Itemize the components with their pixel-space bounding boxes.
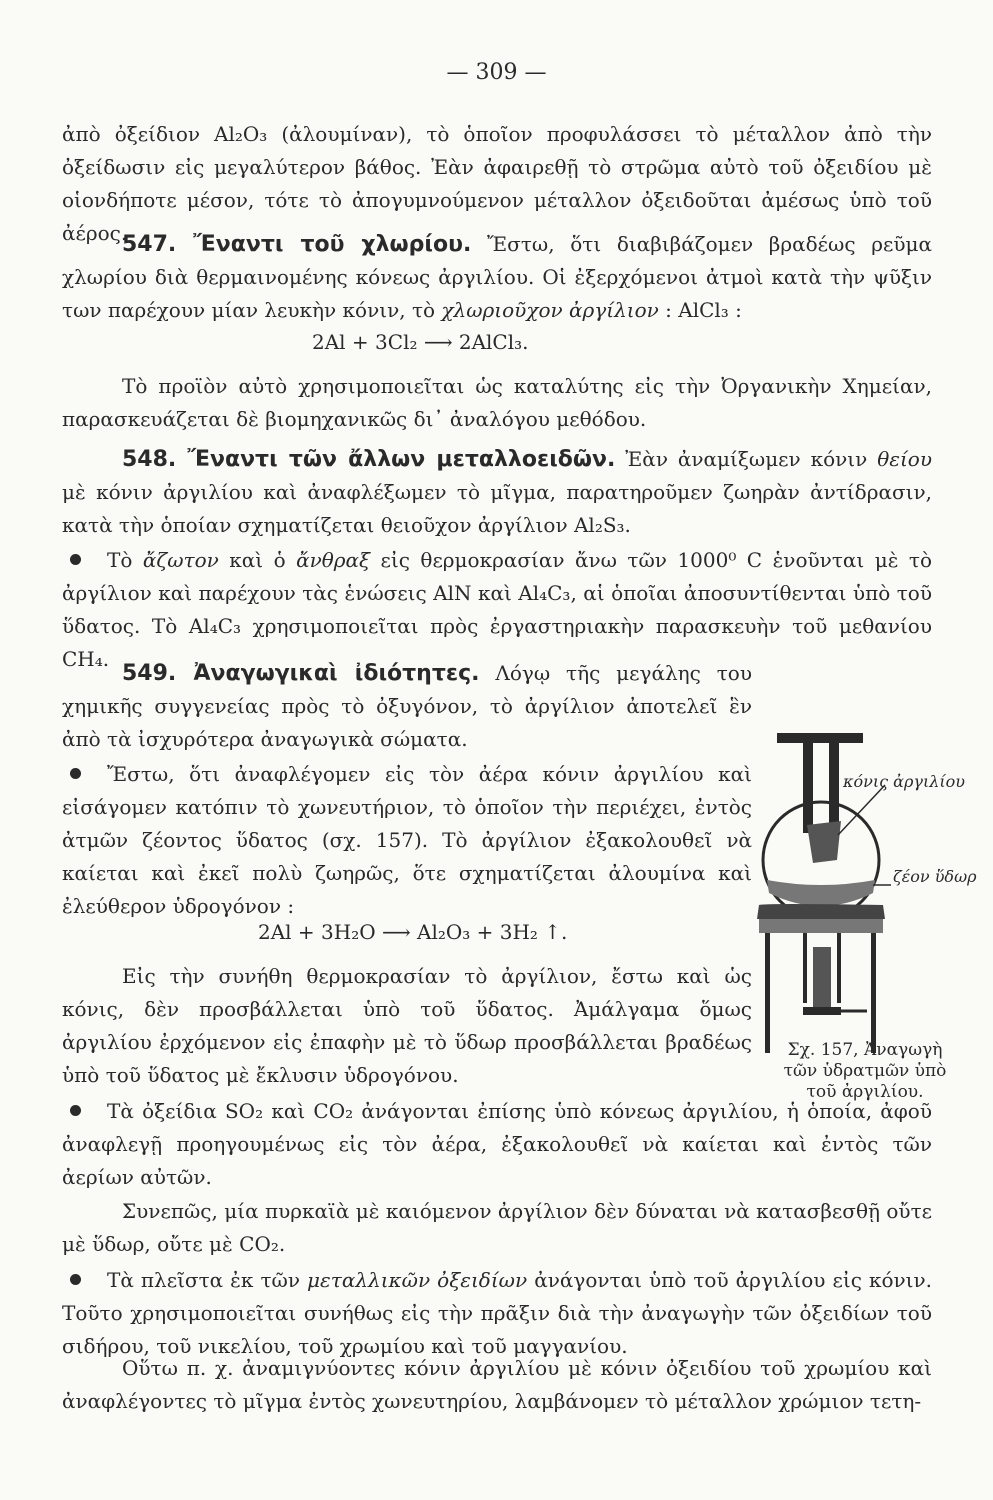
paragraph-text: Εἰς τὴν συνήθη θερμοκρασίαν τὸ ἀργίλιον, ἔστω καὶ ὡς κόνις, δὲν προσβάλλεται ὑπὸ τοῦ ὕδατος. Ἀμάλγαμα ὅμως ἀργιλίου ἐρχόμενον εἰς ἐπαφὴν μὲ τὸ ὕδωρ προσβάλλεται βραδέως ὑπὸ τοῦ ὕδατος μὲ ἔκλυσιν ὑδρογόνου. bbox=[62, 964, 752, 1087]
stand-top bbox=[757, 904, 885, 919]
italic-term: χλωριοῦχον ἀργίλιον bbox=[441, 298, 659, 322]
bullet-icon bbox=[70, 1274, 81, 1285]
bullet-text: καὶ ὁ bbox=[229, 548, 286, 572]
burner-icon bbox=[813, 947, 831, 1007]
stand-leg-mid-left bbox=[803, 933, 807, 1003]
paragraph-text: Συνεπῶς, μία πυρκαϊὰ μὲ καιόμενον ἀργίλιον δὲν δύναται νὰ κατασβεσθῇ οὔτε μὲ ὕδωρ, οὔτε μὲ CO₂. bbox=[62, 1199, 932, 1256]
stand-leg-right bbox=[871, 933, 876, 1053]
section-text: Ἐὰν ἀναμίξωμεν κόνιν bbox=[625, 447, 868, 471]
bullet-text: ἀνάγονται ὑπὸ τοῦ ἀργιλίου εἰς κόνιν. Τοῦτο χρησιμοποιεῖται συνήθως εἰς τὴν πρᾶξιν διὰ τὴν ἀναγωγὴν τῶν ὀξειδίων τοῦ σιδήρου, τοῦ νικελίου, τοῦ χρωμίου καὶ τοῦ μαγγανίου. bbox=[62, 1268, 932, 1358]
section-heading-549: 549. Ἀναγωγικαὶ ἰδιότητες. bbox=[122, 661, 480, 686]
italic-term: ἄζωτον bbox=[142, 548, 219, 572]
bullet-text: Τὰ ὀξείδια SO₂ καὶ CO₂ ἀνάγονται ἐπίσης ὑπὸ κόνεως ἀργιλίου, ἡ ὁποία, ἀφοῦ ἀναφλεγῇ προηγουμένως εἰς τὸν ἀέρα, ἐξακολουθεῖ νὰ καίεται καὶ ἐντὸς τῶν ἀερίων αὐτῶν. bbox=[62, 1099, 932, 1189]
tube-top bbox=[777, 733, 863, 743]
crucible-icon bbox=[807, 821, 841, 863]
paragraph-fire bbox=[62, 1195, 932, 1261]
figure-caption-line: Σχ. 157, Ἀναγωγὴ bbox=[787, 1040, 943, 1060]
paragraph-text: ἀπὸ ὀξείδιον Al₂O₃ (ἀλουμίναν), τὸ ὁποῖον προφυλάσσει τὸ μέταλλον ἀπὸ τὴν ὀξείδωσιν εἰς μεγαλύτερον βάθος. Ἐὰν ἀφαιρεθῇ τὸ στρῶμα αὐτὸ τοῦ ὀξειδίου μὲ οἱονδήποτε μέσον, τότε τὸ ἀπογυμνούμενον μέταλλον ὀξειδοῦται ἀμέσως ὑπὸ τοῦ ἀέρος. bbox=[62, 122, 932, 245]
equation-water: 2Al + 3H₂O ⟶ Al₂O₃ + 3H₂ ↑. bbox=[258, 920, 568, 944]
stand-leg-mid-right bbox=[837, 933, 841, 1003]
figure-caption-line: τοῦ ἀργιλίου. bbox=[806, 1082, 924, 1102]
figure-caption bbox=[775, 1040, 955, 1103]
paragraph-text: Οὕτω π. χ. ἀναμιγνύοντες κόνιν ἀργιλίου μὲ κόνιν ὀξειδίου τοῦ χρωμίου καὶ ἀναφλέγοντες τὸ μῖγμα ἐντὸς χωνευτηρίου, λαμβάνομεν τὸ μέταλλον χρώμιον τετη- bbox=[62, 1356, 932, 1413]
tube-right bbox=[829, 743, 839, 833]
bullet-text: Ἔστω, ὅτι ἀναφλέγομεν εἰς τὸν ἀέρα κόνιν ἀργιλίου καὶ εἰσάγομεν κατόπιν τὸ χωνευτήριον, τὸ ὁποῖον τὴν περιέχει, ἐντὸς ἀτμῶν ζέοντος ὕδατος (σχ. 157). Τὸ ἀργίλιον ἐξακολουθεῖ νὰ καίεται καὶ ἐκεῖ πολὺ ζωηρῶς, ὅτε σχηματίζεται ἀλουμίνα καὶ ἐλεύθερον ὑδρογόνον : bbox=[62, 762, 752, 918]
paragraph-text: Τὸ προϊὸν αὐτὸ χρησιμοποιεῖται ὡς καταλύτης εἰς τὴν Ὀργανικὴν Χημείαν, παρασκευάζεται δὲ βιομηχανικῶς δι᾽ ἀναλόγου μεθόδου. bbox=[62, 374, 932, 431]
section-heading-547: 547. Ἔναντι τοῦ χλωρίου. bbox=[122, 232, 472, 257]
section-text: μὲ κόνιν ἀργιλίου καὶ ἀναφλέξωμεν τὸ μῖγμα, παρατηροῦμεν ζωηρὰν ἀντίδρασιν, κατὰ τὴν ὁποίαν σχηματίζεται θειοῦχον ἀργίλιον Al₂S₃. bbox=[62, 480, 932, 537]
bullet-paragraph-metal-oxides bbox=[62, 1264, 932, 1363]
figure-label-dust: κόνις ἀργιλίου bbox=[843, 772, 965, 791]
figure-caption-line: τῶν ὑδρατμῶν ὑπὸ bbox=[783, 1061, 947, 1081]
section-text: : AlCl₃ : bbox=[665, 298, 742, 322]
bullet-icon bbox=[70, 554, 81, 565]
bullet-text: Τὰ πλεῖστα ἐκ τῶν bbox=[107, 1268, 300, 1292]
section-547 bbox=[62, 228, 932, 327]
section-548 bbox=[62, 443, 932, 542]
section-heading-548: 548. Ἔναντι τῶν ἄλλων μεταλλοειδῶν. bbox=[122, 447, 616, 472]
bullet-paragraph-oxides bbox=[62, 1095, 932, 1194]
page-number: — 309 — bbox=[446, 60, 547, 85]
section-549 bbox=[62, 657, 752, 756]
paragraph-amalgam bbox=[62, 960, 752, 1092]
italic-term: θείου bbox=[877, 447, 933, 471]
tube-left bbox=[803, 743, 813, 833]
italic-term: ἄνθραξ bbox=[296, 548, 371, 572]
paragraph-chromium bbox=[62, 1352, 932, 1418]
section-text: Λόγῳ τῆς μεγάλης του χημικῆς συγγενείας πρὸς τὸ ὀξυγόνον, τὸ ἀργίλιον ἀποτελεῖ ἓν ἀπὸ τὰ ἰσχυρότερα ἀναγωγικὰ σώματα. bbox=[62, 661, 753, 751]
bullet-paragraph-steam bbox=[62, 758, 752, 923]
section-text: Ἔστω, ὅτι διαβιβάζομεν βραδέως ρεῦμα χλωρίου διὰ θερμαινομένης κόνεως ἀργιλίου. Οἱ ἐξερχόμενοι ἀτμοὶ κατὰ τὴν ψῦξιν των παρέχουν μίαν λευκὴν κόνιν, τὸ bbox=[62, 232, 933, 322]
paragraph-catalyst bbox=[62, 370, 932, 436]
equation-chlorine: 2Al + 3Cl₂ ⟶ 2AlCl₃. bbox=[312, 330, 529, 354]
bullet-text: Τὸ bbox=[107, 548, 133, 572]
burner-base bbox=[803, 1007, 841, 1015]
bullet-icon bbox=[70, 768, 81, 779]
stand-leg-left bbox=[765, 933, 770, 1053]
stand-mesh bbox=[759, 919, 883, 933]
bullet-text: εἰς θερμοκρασίαν ἄνω τῶν 1000⁰ C ἑνοῦνται μὲ τὸ ἀργίλιον καὶ παρέχουν τὰς ἑνώσεις AlN καὶ Al₄C₃, αἱ ὁποῖαι ἀποσυντίθενται ὑπὸ τοῦ ὕδατος. Τὸ Al₄C₃ χρησιμοποιεῖται πρὸς ἐργαστηριακὴν παρασκευὴν τοῦ μεθανίου CH₄. bbox=[62, 548, 933, 671]
bullet-icon bbox=[70, 1105, 81, 1116]
italic-term: μεταλλικῶν ὀξειδίων bbox=[307, 1268, 528, 1292]
pointer-line-dust bbox=[838, 785, 885, 835]
figure-label-water: ζέον ὕδωρ bbox=[893, 867, 977, 886]
